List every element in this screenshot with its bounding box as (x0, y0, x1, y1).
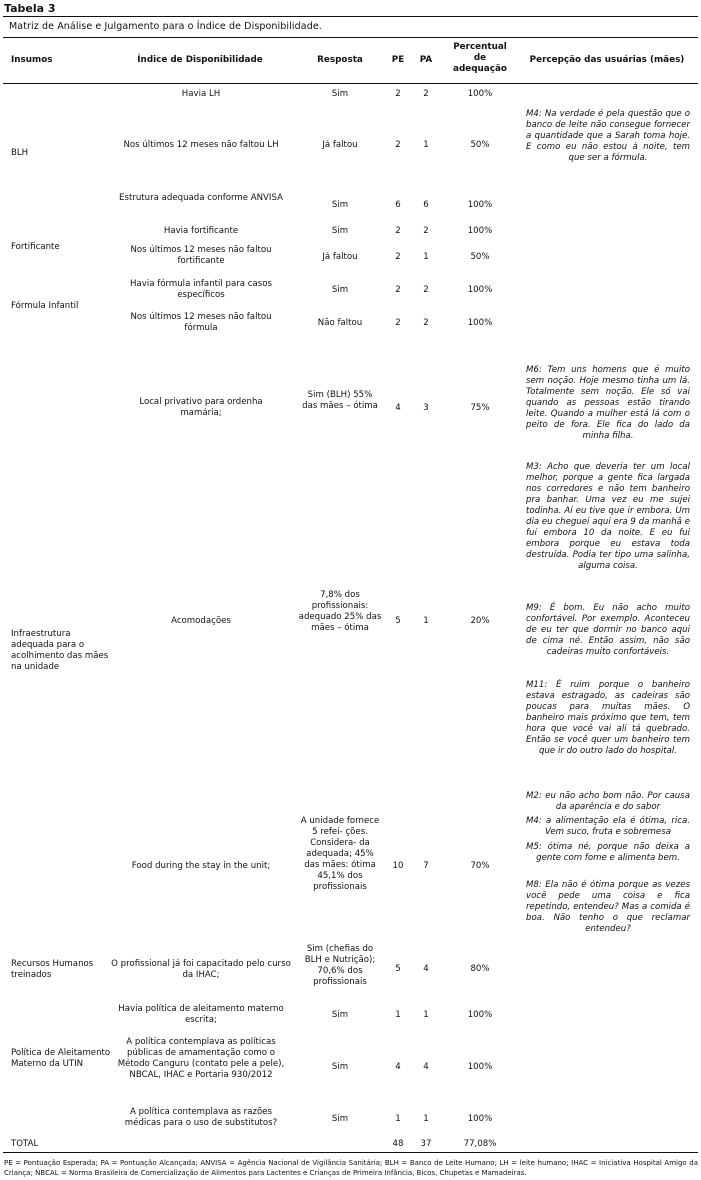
row-pa: 2 (423, 318, 429, 328)
row-resposta: Não faltou (317, 318, 363, 328)
top-rule (3, 16, 698, 17)
table-bottom-rule (3, 1152, 698, 1153)
group-blh: BLH (11, 148, 29, 158)
quote-m5: M5: ótima né, porque não deixa a gente com fome e alimenta bem. (526, 842, 690, 863)
row-indice: Havia política de aleitamento materno escrita; (118, 1004, 284, 1025)
row-pe: 6 (395, 200, 401, 210)
row-pe: 5 (395, 616, 401, 626)
row-indice: Estrutura adequada conforme ANVISA (119, 193, 283, 203)
row-resposta: Sim (331, 89, 349, 99)
row-indice: Local privativo para ordenha mamária; (139, 397, 263, 418)
row-resposta: Sim (331, 200, 349, 210)
row-pe: 10 (392, 861, 404, 871)
row-pa: 3 (423, 403, 429, 413)
row-pct: 100% (467, 200, 493, 210)
row-pct: 100% (467, 226, 493, 236)
header-pa: PA (419, 55, 433, 65)
table-footnote: PE = Pontuação Esperada; PA = Pontuação Alcançada; ANVISA = Agência Nacional de Vigilância Sanitária; BLH = Banco de Leite Humano; LH = leite humano; IHAC = Iniciativa Hospital Amigo da Criança; NBCAL = Norma Brasileira de Comercialização de Alimentos para Lactentes e Crianças de Primeira Infância, Bicos, Chupetas e Mamadeiras. (4, 1159, 698, 1177)
header-resposta: Resposta (317, 55, 363, 65)
quote-m9: M9: É bom. Eu não acho muito confortável. Por exemplo. Aconteceu de eu ter que dormir no banco aqui de cima né. Então assim, não são cadeiras muito confortáveis. (526, 603, 690, 657)
row-indice: Acomodações (171, 616, 231, 626)
group-fortificante: Fortificante (11, 242, 60, 252)
quote-m4b: M4: a alimentação ela é ótima, rica. Vem suco, fruta e sobremesa (526, 816, 690, 837)
row-pa: 2 (423, 226, 429, 236)
row-pe: 2 (395, 89, 401, 99)
row-pe: 1 (395, 1114, 401, 1124)
row-resposta: Sim (331, 226, 349, 236)
row-pa: 1 (423, 1114, 429, 1124)
table-label: Tabela 3 (4, 2, 56, 15)
row-pct: 100% (467, 1062, 493, 1072)
table-caption: Matriz de Análise e Julgamento para o Índice de Disponibilidade. (9, 21, 322, 32)
group-recursos: Recursos Humanos treinados (11, 959, 94, 980)
row-resposta: Sim (chefias do BLH e Nutrição); 70,6% dos profissionais (304, 944, 376, 987)
header-bottom-rule (3, 83, 698, 84)
row-resposta: 7,8% dos profissionais: adequado 25% das mães – ótima (298, 590, 382, 633)
row-pct: 50% (470, 140, 490, 150)
quote-m2: M2: eu não acho bom não. Por causa da aparência e do sabor (526, 791, 690, 812)
row-indice: Havia fórmula infantil para casos específicos (130, 279, 272, 300)
quote-m6: M6: Tem uns homens que é muito sem noção. Hoje mesmo tinha um lá. Totalmente sem noção. Ele só vai quando as pessoas estão tirando leite. Quando a mulher está lá com o peito de fora. Ele fica do lado da minha filha. (526, 365, 690, 441)
row-pa: 4 (423, 1062, 429, 1072)
row-pa: 1 (423, 616, 429, 626)
row-pe: 5 (395, 964, 401, 974)
row-pct: 50% (470, 252, 490, 262)
header-indice: Índice de Disponibilidade (137, 55, 263, 65)
row-pa: 1 (423, 1010, 429, 1020)
row-pe: 1 (395, 1010, 401, 1020)
row-pe: 2 (395, 285, 401, 295)
row-pct: 20% (470, 616, 490, 626)
row-pct: 100% (467, 285, 493, 295)
row-pe: 2 (395, 252, 401, 262)
row-pe: 2 (395, 140, 401, 150)
row-pa: 7 (423, 861, 429, 871)
row-resposta: Sim (331, 1114, 349, 1124)
group-formula: Fórmula Infantil (11, 301, 79, 311)
row-pe: 2 (395, 226, 401, 236)
header-percepcao: Percepção das usuárias (mães) (529, 55, 685, 65)
total-label: TOTAL (11, 1139, 39, 1149)
row-pct: 80% (470, 964, 490, 974)
row-indice: Nos últimos 12 meses não faltou fórmula (130, 312, 272, 333)
group-infraestrutura: Infraestrutura adequada para o acolhimento das mães na unidade (11, 629, 109, 672)
row-indice: Nos últimos 12 meses não faltou fortificante (130, 245, 272, 266)
row-resposta: A unidade fornece 5 refei- ções. Considera- da adequada; 45% das mães: ótima 45,1% dos profissionais (300, 816, 380, 892)
row-indice: Nos últimos 12 meses não faltou LH (123, 140, 279, 150)
row-pct: 100% (467, 1114, 493, 1124)
header-insumos: Insumos (11, 55, 53, 65)
quote-m3: M3: Acho que deveria ter um local melhor, porque a gente fica largada nos corredores e não tem banheiro pra banhar. Uma vez eu me sujei todinha. Aí eu tive que ir embora. Um dia eu cheguei aqui era 9 da manhã e fui embora 10 da noite. E eu fui embora porque eu estava toda destruída. Podia ter tipo uma salinha, alguma coisa. (526, 462, 690, 571)
total-pe: 48 (392, 1139, 404, 1149)
row-pa: 4 (423, 964, 429, 974)
row-pe: 4 (395, 403, 401, 413)
row-resposta: Já faltou (322, 140, 358, 150)
row-pct: 100% (467, 89, 493, 99)
row-pa: 2 (423, 285, 429, 295)
row-indice: Havia LH (181, 89, 221, 99)
row-pa: 1 (423, 252, 429, 262)
group-politica: Política de Aleitamento Materno da UTIN (11, 1048, 111, 1069)
row-pct: 70% (470, 861, 490, 871)
quote-m8: M8: Ela não é ótima porque as vezes você pede uma coisa e fica repetindo, entendeu? Mas a comida é boa. Não tenho o que reclamar entendeu? (526, 880, 690, 934)
row-pa: 6 (423, 200, 429, 210)
row-pct: 75% (470, 403, 490, 413)
header-pe: PE (391, 55, 405, 65)
header-percentual: Percentual de adequação (453, 42, 507, 74)
row-indice: Food during the stay in the unit; (131, 861, 271, 871)
total-pa: 37 (420, 1139, 432, 1149)
row-pe: 2 (395, 318, 401, 328)
row-indice: A política contemplava as políticas públicas de amamentação como o Método Canguru (contato pele a pele), NBCAL, IHAC e Portaria 930/2012 (117, 1037, 285, 1080)
row-pct: 100% (467, 1010, 493, 1020)
row-resposta: Sim (331, 1010, 349, 1020)
row-pe: 4 (395, 1062, 401, 1072)
row-indice: A política contemplava as razões médicas para o uso de substitutos? (124, 1107, 278, 1128)
quote-m11: M11: É ruim porque o banheiro estava estragado, as cadeiras são poucas para muitas mães. O banheiro mais próximo que tem, tem hora que você vai ali tá quebrado. Então se você quer um banheiro tem que ir do outro lado do hospital. (526, 680, 690, 756)
row-resposta: Sim (BLH) 55% das mães – ótima (302, 390, 378, 411)
row-pct: 100% (467, 318, 493, 328)
total-pct: 77,08% (463, 1139, 497, 1149)
quote-m4: M4: Na verdade é pela questão que o banco de leite não consegue fornecer a quantidade que a Sarah toma hoje. E como eu não estou à noite, tem que ser a fórmula. (526, 109, 690, 163)
row-resposta: Já faltou (322, 252, 358, 262)
row-indice: Havia fortificante (163, 226, 239, 236)
row-indice: O profissional já foi capacitado pelo curso da IHAC; (111, 959, 291, 980)
row-pa: 1 (423, 140, 429, 150)
row-resposta: Sim (331, 285, 349, 295)
row-pa: 2 (423, 89, 429, 99)
row-resposta: Sim (331, 1062, 349, 1072)
header-top-rule (3, 37, 698, 38)
